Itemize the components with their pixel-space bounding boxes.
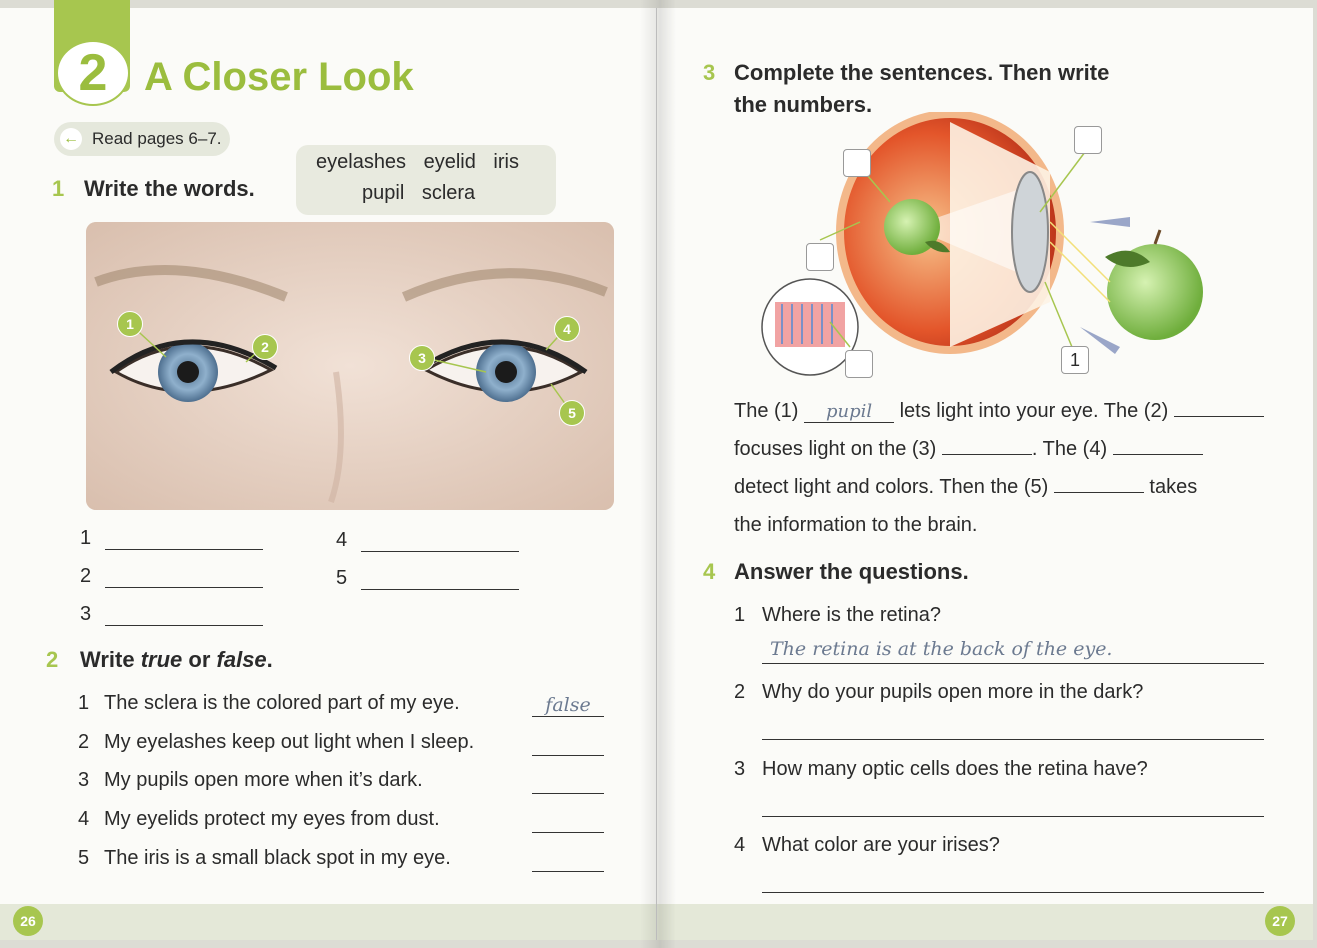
- ex1-answer-5[interactable]: [336, 567, 519, 590]
- ex1-answer-3[interactable]: [80, 603, 263, 626]
- ex3-heading-line2: the numbers.: [734, 92, 873, 117]
- tf-text: The iris is a small black spot in my eye.: [104, 847, 451, 869]
- ex1-answer-label: 3: [80, 603, 92, 625]
- photo-badge-4: 4: [554, 316, 580, 342]
- tf-num: 1: [78, 692, 90, 714]
- ex1-answer-label: 1: [80, 527, 92, 549]
- page-title: A Closer Look: [144, 55, 414, 99]
- book-gutter: [640, 0, 676, 948]
- ex4-heading: Answer the questions.: [734, 559, 969, 584]
- question-text: Why do your pupils open more in the dark?: [762, 681, 1144, 703]
- tf-answer-4[interactable]: [532, 810, 604, 833]
- page-number-right: 27: [1265, 906, 1295, 936]
- question-num: 1: [734, 604, 746, 626]
- eyes-illustration: [86, 222, 614, 510]
- tf-answer-3[interactable]: [532, 771, 604, 794]
- tf-item-1: [78, 692, 460, 715]
- arrow-left-icon: ←: [60, 128, 82, 150]
- ex1-answer-4[interactable]: [336, 529, 519, 552]
- tf-answer-1[interactable]: false: [532, 694, 604, 717]
- word-box: [296, 145, 556, 215]
- tf-num: 5: [78, 847, 90, 869]
- page-number-left: 26: [13, 906, 43, 936]
- diagram-answer-box[interactable]: [806, 243, 834, 271]
- diagram-answer-box[interactable]: [845, 350, 873, 378]
- ex2-heading-pre: Write: [80, 647, 141, 672]
- tf-answer-2[interactable]: [532, 733, 604, 756]
- question-3: [734, 758, 1148, 781]
- ex1-answer-label: 2: [80, 565, 92, 587]
- fill-blank-2[interactable]: [1174, 396, 1264, 417]
- answer-blank[interactable]: [361, 533, 519, 552]
- ex3-text: detect light and colors. Then the (5): [734, 476, 1054, 498]
- tf-item-4: [78, 808, 440, 831]
- ex2-heading-true: true: [140, 647, 183, 672]
- tf-text: The sclera is the colored part of my eye.: [104, 692, 460, 714]
- read-pages-text: Read pages 6–7.: [92, 129, 222, 148]
- ex2-heading: [80, 647, 273, 673]
- ex2-heading-false: false: [216, 647, 267, 672]
- answer-line-4[interactable]: [762, 867, 1264, 893]
- tf-text: My eyelashes keep out light when I sleep.: [104, 731, 475, 753]
- read-pages-pill: [54, 122, 230, 156]
- ex1-answer-label: 4: [336, 529, 348, 551]
- ex2-heading-or: or: [182, 647, 217, 672]
- ex4-number: 4: [703, 559, 716, 584]
- tf-text: My eyelids protect my eyes from dust.: [104, 808, 440, 830]
- ex3-text: the information to the brain.: [734, 514, 978, 536]
- ex3-text: lets light into your eye. The (2): [894, 400, 1174, 422]
- tf-num: 4: [78, 808, 90, 830]
- answer-blank[interactable]: [105, 531, 263, 550]
- chapter-number: 2: [56, 40, 130, 106]
- question-text: Where is the retina?: [762, 604, 941, 626]
- tf-num: 2: [78, 731, 90, 753]
- question-num: 3: [734, 758, 746, 780]
- diagram-answer-box[interactable]: [1074, 126, 1102, 154]
- ex3-heading-line1: Complete the sentences. Then write: [734, 60, 1110, 85]
- ex3-text: focuses light on the (3): [734, 438, 942, 460]
- photo-badge-2: 2: [252, 334, 278, 360]
- ex2-number: 2: [46, 647, 59, 672]
- tf-answer-5[interactable]: [532, 849, 604, 872]
- fill-blank-5[interactable]: [1054, 472, 1144, 493]
- question-4: [734, 834, 1000, 857]
- question-num: 2: [734, 681, 746, 703]
- ex1-answer-2[interactable]: [80, 565, 263, 588]
- question-num: 4: [734, 834, 746, 856]
- question-2: [734, 681, 1143, 704]
- ex3-text: The (1): [734, 400, 805, 422]
- question-text: What color are your irises?: [762, 834, 1000, 856]
- ex3-number: 3: [703, 60, 716, 85]
- photo-badge-1: 1: [117, 311, 143, 337]
- fill-blank-4[interactable]: [1113, 434, 1203, 455]
- ex1-number: 1: [52, 176, 65, 201]
- tf-item-2: [78, 731, 474, 754]
- word-box-row2: pupil sclera: [362, 182, 476, 204]
- photo-badge-3: 3: [409, 345, 435, 371]
- question-text: How many optic cells does the retina have?: [762, 758, 1148, 780]
- ex3-text: takes: [1143, 476, 1198, 498]
- answer-blank[interactable]: [105, 607, 263, 626]
- tf-text: My pupils open more when it’s dark.: [104, 769, 423, 791]
- fill-blank-3[interactable]: [942, 434, 1032, 455]
- answer-line-3[interactable]: [762, 791, 1264, 817]
- diagram-answer-box-filled[interactable]: 1: [1061, 346, 1089, 374]
- question-1: [734, 604, 941, 627]
- eyes-photo: [86, 222, 614, 510]
- answer-line-2[interactable]: [762, 714, 1264, 740]
- right-footer-band: [657, 904, 1313, 940]
- ex3-paragraph: [734, 392, 1284, 544]
- ex3-text: . The (4): [1031, 438, 1113, 460]
- ex1-heading: Write the words.: [84, 176, 255, 201]
- word-box-row1: eyelashes eyelid iris: [316, 151, 519, 173]
- answer-blank[interactable]: [361, 571, 519, 590]
- diagram-answer-box[interactable]: [843, 149, 871, 177]
- ex1-answer-1[interactable]: [80, 527, 263, 550]
- ex2-heading-post: .: [266, 647, 273, 672]
- answer-line-1[interactable]: The retina is at the back of the eye.: [762, 638, 1264, 664]
- ex1-answer-label: 5: [336, 567, 348, 589]
- tf-item-5: [78, 847, 451, 870]
- photo-badge-5: 5: [559, 400, 585, 426]
- left-footer-band: [0, 904, 656, 940]
- tf-item-3: [78, 769, 423, 792]
- tf-num: 3: [78, 769, 90, 791]
- answer-blank[interactable]: [105, 569, 263, 588]
- fill-blank-1[interactable]: pupil: [804, 402, 894, 423]
